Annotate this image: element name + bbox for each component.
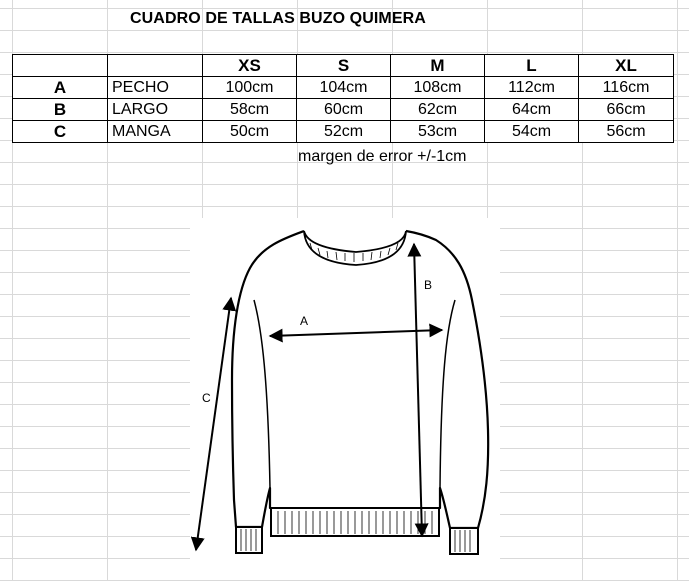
table-cell: 60cm (297, 99, 391, 121)
table-cell: 58cm (203, 99, 297, 121)
table-cell: 56cm (579, 121, 674, 143)
row-label: MANGA (108, 121, 203, 143)
table-cell: 66cm (579, 99, 674, 121)
sleeve-arrow-icon (196, 298, 231, 550)
header-cell-s: S (297, 55, 391, 77)
row-label: LARGO (108, 99, 203, 121)
label-c: C (202, 391, 211, 405)
row-key: C (13, 121, 108, 143)
table-cell: 62cm (391, 99, 485, 121)
header-cell-l: L (485, 55, 579, 77)
chart-title: CUADRO DE TALLAS BUZO QUIMERA (130, 10, 426, 27)
label-b: B (424, 278, 433, 292)
right-cuff-icon (450, 528, 478, 554)
table-cell: 104cm (297, 77, 391, 99)
table-cell: 108cm (391, 77, 485, 99)
table-cell: 52cm (297, 121, 391, 143)
row-label: PECHO (108, 77, 203, 99)
header-cell-xl: XL (579, 55, 674, 77)
row-key: B (13, 99, 108, 121)
table-cell: 100cm (203, 77, 297, 99)
header-cell-xs: XS (203, 55, 297, 77)
table-cell: 64cm (485, 99, 579, 121)
table-cell: 116cm (579, 77, 674, 99)
left-cuff-icon (236, 527, 262, 553)
row-key: A (13, 77, 108, 99)
table-cell: 54cm (485, 121, 579, 143)
table-cell: 50cm (203, 121, 297, 143)
table-cell: 112cm (485, 77, 579, 99)
header-cell-m: M (391, 55, 485, 77)
label-a: A (300, 314, 309, 328)
error-margin-note: margen de error +/-1cm (298, 148, 467, 165)
table-cell: 53cm (391, 121, 485, 143)
